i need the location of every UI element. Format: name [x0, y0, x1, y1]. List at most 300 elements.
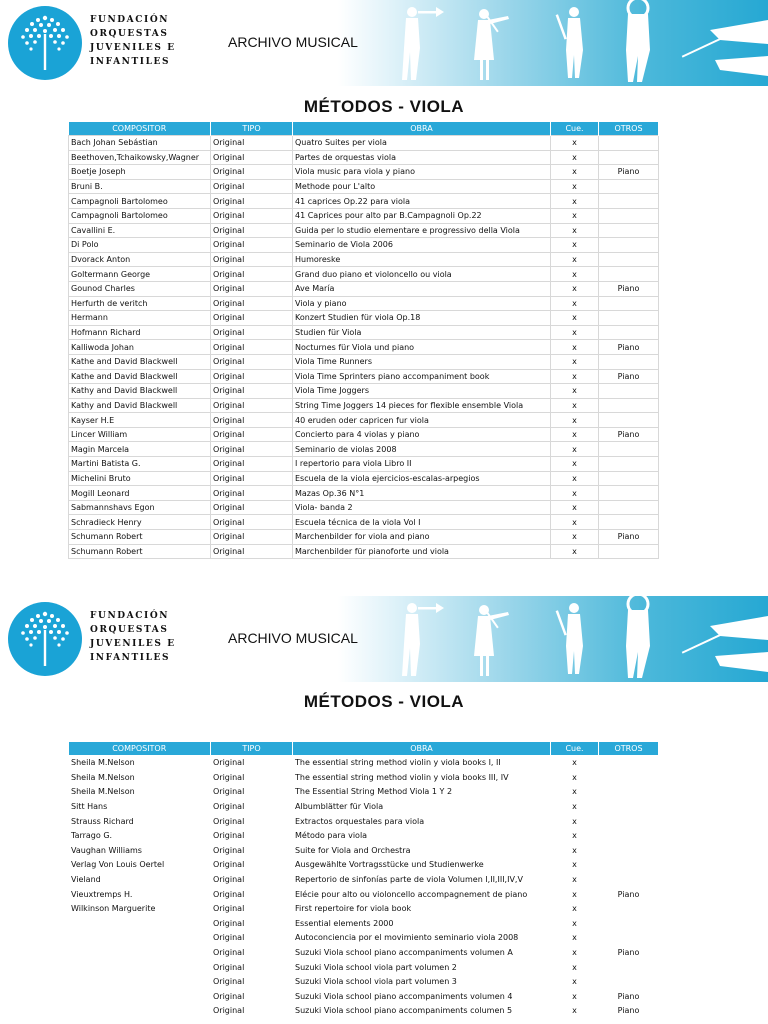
cell-otros	[599, 544, 659, 559]
table-row	[69, 281, 659, 296]
cell-otros	[599, 238, 659, 253]
cell-obra: I repertorio para viola Libro II	[293, 457, 551, 472]
org-line: JUVENILES E	[90, 43, 176, 53]
cell-obra: Partes de orquestas viola	[293, 150, 551, 165]
cell-otros	[599, 296, 659, 311]
organization-name	[90, 609, 176, 665]
table-row	[69, 872, 659, 887]
cell-otros: Piano	[599, 989, 659, 1004]
cell-otros	[599, 223, 659, 238]
cell-compositor: Campagnoli Bartolomeo	[69, 208, 211, 223]
cell-cue: x	[551, 989, 599, 1004]
cell-cue: x	[551, 974, 599, 989]
cell-compositor: Cavallini E.	[69, 223, 211, 238]
cell-otros	[599, 457, 659, 472]
cell-cue: x	[551, 770, 599, 785]
cell-obra: Extractos orquestales para viola	[293, 814, 551, 829]
cell-cue: x	[551, 486, 599, 501]
cell-compositor: Vaughan Williams	[69, 843, 211, 858]
cell-compositor: Mogill Leonard	[69, 486, 211, 501]
cell-compositor: Goltermann George	[69, 267, 211, 282]
cell-compositor: Kathe and David Blackwell	[69, 354, 211, 369]
cell-otros	[599, 500, 659, 515]
cell-obra: 40 eruden oder capricen fur viola	[293, 413, 551, 428]
cell-tipo: Original	[211, 325, 293, 340]
cell-tipo: Original	[211, 814, 293, 829]
table-row	[69, 296, 659, 311]
cell-otros: Piano	[599, 1004, 659, 1019]
table-row	[69, 828, 659, 843]
table-row	[69, 325, 659, 340]
column-header-compositor: COMPOSITOR	[69, 742, 211, 756]
table-row	[69, 544, 659, 559]
cell-obra: String Time Joggers 14 pieces for flexible ensemble Viola	[293, 398, 551, 413]
column-header-tipo: TIPO	[211, 742, 293, 756]
cell-compositor: Schradieck Henry	[69, 515, 211, 530]
cell-cue: x	[551, 872, 599, 887]
table-row	[69, 530, 659, 545]
cell-tipo: Original	[211, 515, 293, 530]
cell-cue: x	[551, 916, 599, 931]
table-row	[69, 457, 659, 472]
cell-compositor: Schumann Robert	[69, 544, 211, 559]
cell-tipo: Original	[211, 887, 293, 902]
table-row	[69, 223, 659, 238]
page-title: MÉTODOS - VIOLA	[303, 692, 465, 711]
table-row	[69, 165, 659, 180]
cell-obra: Nocturnes für Viola und piano	[293, 340, 551, 355]
org-line: FUNDACIÓN	[90, 15, 170, 25]
table-row	[69, 179, 659, 194]
cell-cue: x	[551, 179, 599, 194]
cell-tipo: Original	[211, 931, 293, 946]
cell-tipo: Original	[211, 281, 293, 296]
table-header-row	[69, 122, 659, 136]
cell-obra: Escuela de la viola ejercicios-escalas-arpegios	[293, 471, 551, 486]
cell-compositor: Magin Marcela	[69, 442, 211, 457]
cell-obra: Konzert Studien für viola Op.18	[293, 311, 551, 326]
cell-cue: x	[551, 354, 599, 369]
cell-tipo: Original	[211, 500, 293, 515]
cell-obra: Viola- banda 2	[293, 500, 551, 515]
cell-obra: Albumblätter für Viola	[293, 799, 551, 814]
org-line: INFANTILES	[90, 57, 171, 67]
cell-otros	[599, 858, 659, 873]
cell-otros	[599, 974, 659, 989]
cell-compositor: Gounod Charles	[69, 281, 211, 296]
cell-tipo: Original	[211, 799, 293, 814]
cell-compositor: Hermann	[69, 311, 211, 326]
table-row	[69, 384, 659, 399]
cell-obra: 41 caprices Op.22 para viola	[293, 194, 551, 209]
table-row	[69, 238, 659, 253]
foundation-logo-icon	[8, 6, 82, 80]
cell-compositor: Martini Batista G.	[69, 457, 211, 472]
cell-cue: x	[551, 530, 599, 545]
column-header-cue: Cue.	[551, 742, 599, 756]
cell-tipo: Original	[211, 165, 293, 180]
cell-otros	[599, 872, 659, 887]
cell-cue: x	[551, 1004, 599, 1019]
cell-obra: The essential string method violin y viola books I, II	[293, 756, 551, 771]
cell-obra: Ausgewählte Vortragsstücke und Studienwerke	[293, 858, 551, 873]
cell-compositor: Dvorack Anton	[69, 252, 211, 267]
cell-tipo: Original	[211, 354, 293, 369]
table-row	[69, 799, 659, 814]
cell-compositor: Bach Johan Sebástian	[69, 136, 211, 151]
org-line: ORQUESTAS	[90, 29, 169, 39]
cell-obra: Suzuki Viola school viola part volumen 2	[293, 960, 551, 975]
cell-otros	[599, 960, 659, 975]
cell-compositor: Tarrago G.	[69, 828, 211, 843]
cell-cue: x	[551, 500, 599, 515]
cell-otros	[599, 354, 659, 369]
table-row	[69, 901, 659, 916]
cell-otros: Piano	[599, 530, 659, 545]
cell-cue: x	[551, 471, 599, 486]
table-row	[69, 974, 659, 989]
cell-tipo: Original	[211, 442, 293, 457]
cell-cue: x	[551, 208, 599, 223]
cell-compositor: Campagnoli Bartolomeo	[69, 194, 211, 209]
cell-cue: x	[551, 340, 599, 355]
cell-tipo: Original	[211, 238, 293, 253]
cell-compositor: Beethoven,Tchaikowsky,Wagner	[69, 150, 211, 165]
cell-tipo: Original	[211, 916, 293, 931]
table-row	[69, 843, 659, 858]
cell-obra: Grand duo piano et violoncello ou viola	[293, 267, 551, 282]
cell-compositor	[69, 989, 211, 1004]
cell-cue: x	[551, 296, 599, 311]
cell-cue: x	[551, 785, 599, 800]
table-row	[69, 427, 659, 442]
cell-tipo: Original	[211, 223, 293, 238]
cell-obra: First repertoire for viola book	[293, 901, 551, 916]
cell-compositor: Sheila M.Nelson	[69, 770, 211, 785]
cell-otros	[599, 267, 659, 282]
table-row	[69, 1004, 659, 1019]
cell-compositor: Kalliwoda Johan	[69, 340, 211, 355]
table-row	[69, 267, 659, 282]
cell-obra: Autoconciencia por el movimiento seminario viola 2008	[293, 931, 551, 946]
cell-otros	[599, 770, 659, 785]
cell-tipo: Original	[211, 413, 293, 428]
cell-compositor	[69, 931, 211, 946]
cell-compositor: Sitt Hans	[69, 799, 211, 814]
cell-otros	[599, 194, 659, 209]
cell-cue: x	[551, 457, 599, 472]
cell-otros: Piano	[599, 369, 659, 384]
table-row	[69, 136, 659, 151]
cell-cue: x	[551, 252, 599, 267]
table-row	[69, 989, 659, 1004]
cell-otros	[599, 150, 659, 165]
table-row	[69, 785, 659, 800]
cell-cue: x	[551, 901, 599, 916]
cell-obra: Escuela técnica de la viola Vol I	[293, 515, 551, 530]
cell-cue: x	[551, 136, 599, 151]
cell-tipo: Original	[211, 544, 293, 559]
cell-otros	[599, 756, 659, 771]
cell-obra: Essential elements 2000	[293, 916, 551, 931]
table-row	[69, 770, 659, 785]
cell-tipo: Original	[211, 150, 293, 165]
cell-compositor	[69, 960, 211, 975]
cell-cue: x	[551, 931, 599, 946]
table-row	[69, 194, 659, 209]
table-row	[69, 150, 659, 165]
cell-obra: Marchenbilder für pianoforte und viola	[293, 544, 551, 559]
page-banner	[0, 596, 768, 682]
org-line: JUVENILES E	[90, 639, 176, 649]
cell-otros	[599, 931, 659, 946]
cell-cue: x	[551, 165, 599, 180]
cell-obra: 41 Caprices pour alto par B.Campagnoli Op.22	[293, 208, 551, 223]
musicians-silhouettes-icon	[380, 0, 768, 86]
cell-tipo: Original	[211, 901, 293, 916]
cell-tipo: Original	[211, 945, 293, 960]
cell-tipo: Original	[211, 756, 293, 771]
column-header-obra: OBRA	[293, 742, 551, 756]
cell-otros	[599, 398, 659, 413]
cell-tipo: Original	[211, 828, 293, 843]
cell-obra: Viola Time Joggers	[293, 384, 551, 399]
cell-compositor: Michelini Bruto	[69, 471, 211, 486]
table-row	[69, 814, 659, 829]
table-row	[69, 311, 659, 326]
cell-cue: x	[551, 223, 599, 238]
cell-tipo: Original	[211, 989, 293, 1004]
cell-tipo: Original	[211, 384, 293, 399]
cell-obra: Viola Time Sprinters piano accompaniment book	[293, 369, 551, 384]
cell-obra: Suzuki Viola school piano accompaniments volumen A	[293, 945, 551, 960]
cell-cue: x	[551, 858, 599, 873]
cell-otros	[599, 785, 659, 800]
cell-tipo: Original	[211, 1004, 293, 1019]
table-row	[69, 340, 659, 355]
cell-cue: x	[551, 945, 599, 960]
archive-title: ARCHIVO MUSICAL	[228, 34, 358, 50]
cell-obra: Repertorio de sinfonías parte de viola Volumen I,II,III,IV,V	[293, 872, 551, 887]
cell-cue: x	[551, 960, 599, 975]
cell-otros: Piano	[599, 945, 659, 960]
cell-compositor: Sheila M.Nelson	[69, 785, 211, 800]
table-row	[69, 960, 659, 975]
cell-tipo: Original	[211, 471, 293, 486]
org-line: INFANTILES	[90, 653, 171, 663]
cell-tipo: Original	[211, 858, 293, 873]
cell-obra: Guida per lo studio elementare e progressivo della Viola	[293, 223, 551, 238]
cell-cue: x	[551, 238, 599, 253]
cell-cue: x	[551, 267, 599, 282]
table-row	[69, 413, 659, 428]
cell-obra: Elécie pour alto ou violoncello accompagnement de piano	[293, 887, 551, 902]
cell-obra: Viola music para viola y piano	[293, 165, 551, 180]
cell-tipo: Original	[211, 530, 293, 545]
cell-obra: Seminario de violas 2008	[293, 442, 551, 457]
cell-obra: Marchenbilder for viola and piano	[293, 530, 551, 545]
table-row	[69, 887, 659, 902]
cell-otros	[599, 442, 659, 457]
cell-compositor: Sheila M.Nelson	[69, 756, 211, 771]
cell-compositor: Verlag Von Louis Oertel	[69, 858, 211, 873]
cell-compositor: Bruni B.	[69, 179, 211, 194]
cell-otros	[599, 471, 659, 486]
cell-otros: Piano	[599, 427, 659, 442]
cell-tipo: Original	[211, 194, 293, 209]
cell-otros	[599, 384, 659, 399]
cell-otros	[599, 311, 659, 326]
cell-compositor: Wilkinson Marguerite	[69, 901, 211, 916]
table-row	[69, 515, 659, 530]
table-row	[69, 354, 659, 369]
cell-obra: The essential string method violin y viola books III, IV	[293, 770, 551, 785]
cell-compositor: Vieland	[69, 872, 211, 887]
table-row	[69, 931, 659, 946]
cell-obra: Ave María	[293, 281, 551, 296]
column-header-compositor: COMPOSITOR	[69, 122, 211, 136]
cell-compositor: Herfurth de veritch	[69, 296, 211, 311]
cell-cue: x	[551, 427, 599, 442]
cell-obra: Concierto para 4 violas y piano	[293, 427, 551, 442]
cell-tipo: Original	[211, 296, 293, 311]
cell-cue: x	[551, 799, 599, 814]
cell-obra: Viola Time Runners	[293, 354, 551, 369]
table-row	[69, 442, 659, 457]
cell-tipo: Original	[211, 136, 293, 151]
cell-obra: Seminario de Viola 2006	[293, 238, 551, 253]
methods-table	[68, 122, 659, 559]
cell-tipo: Original	[211, 179, 293, 194]
column-header-otros: OTROS	[599, 742, 659, 756]
archive-title: ARCHIVO MUSICAL	[228, 630, 358, 646]
cell-obra: Quatro Suites per viola	[293, 136, 551, 151]
cell-tipo: Original	[211, 369, 293, 384]
page-banner	[0, 0, 768, 86]
table-header-row	[69, 742, 659, 756]
cell-cue: x	[551, 814, 599, 829]
table-body	[69, 136, 659, 559]
cell-tipo: Original	[211, 267, 293, 282]
cell-otros	[599, 814, 659, 829]
cell-otros: Piano	[599, 281, 659, 296]
cell-tipo: Original	[211, 843, 293, 858]
cell-tipo: Original	[211, 486, 293, 501]
cell-tipo: Original	[211, 208, 293, 223]
cell-obra: Método para viola	[293, 828, 551, 843]
table-row	[69, 398, 659, 413]
cell-otros	[599, 828, 659, 843]
cell-obra: The Essential String Method Viola 1 Y 2	[293, 785, 551, 800]
cell-otros	[599, 916, 659, 931]
cell-tipo: Original	[211, 311, 293, 326]
cell-cue: x	[551, 281, 599, 296]
cell-compositor: Kayser H.E	[69, 413, 211, 428]
cell-compositor: Hofmann Richard	[69, 325, 211, 340]
page-title: MÉTODOS - VIOLA	[303, 97, 465, 116]
table-row	[69, 471, 659, 486]
cell-cue: x	[551, 515, 599, 530]
cell-cue: x	[551, 544, 599, 559]
cell-tipo: Original	[211, 960, 293, 975]
org-line: FUNDACIÓN	[90, 611, 170, 621]
cell-tipo: Original	[211, 252, 293, 267]
cell-tipo: Original	[211, 427, 293, 442]
cell-compositor: Di Polo	[69, 238, 211, 253]
cell-otros	[599, 208, 659, 223]
table-row	[69, 486, 659, 501]
cell-cue: x	[551, 843, 599, 858]
methods-table	[68, 742, 659, 1019]
table-row	[69, 756, 659, 771]
cell-otros	[599, 413, 659, 428]
cell-obra: Suzuki Viola school viola part volumen 3	[293, 974, 551, 989]
cell-compositor: Boetje Joseph	[69, 165, 211, 180]
cell-tipo: Original	[211, 785, 293, 800]
cell-tipo: Original	[211, 398, 293, 413]
cell-obra: Studien für Viola	[293, 325, 551, 340]
table-row	[69, 500, 659, 515]
cell-otros	[599, 901, 659, 916]
cell-tipo: Original	[211, 974, 293, 989]
cell-cue: x	[551, 325, 599, 340]
cell-compositor	[69, 916, 211, 931]
musicians-silhouettes-icon	[380, 596, 768, 682]
cell-obra: Suzuki Viola school piano accompaniments columen 5	[293, 1004, 551, 1019]
cell-compositor	[69, 974, 211, 989]
cell-compositor: Sabmannshavs Egon	[69, 500, 211, 515]
cell-compositor: Schumann Robert	[69, 530, 211, 545]
cell-otros: Piano	[599, 340, 659, 355]
table-row	[69, 945, 659, 960]
cell-otros	[599, 136, 659, 151]
table-row	[69, 208, 659, 223]
cell-otros	[599, 325, 659, 340]
cell-cue: x	[551, 828, 599, 843]
cell-compositor: Vieuxtremps H.	[69, 887, 211, 902]
table-body	[69, 756, 659, 1019]
cell-obra: Methode pour L'alto	[293, 179, 551, 194]
cell-cue: x	[551, 369, 599, 384]
table-row	[69, 858, 659, 873]
cell-otros	[599, 515, 659, 530]
cell-tipo: Original	[211, 340, 293, 355]
foundation-logo-icon	[8, 602, 82, 676]
cell-compositor: Strauss Richard	[69, 814, 211, 829]
cell-tipo: Original	[211, 872, 293, 887]
cell-obra: Suzuki Viola school piano accompaniments volumen 4	[293, 989, 551, 1004]
column-header-otros: OTROS	[599, 122, 659, 136]
cell-otros	[599, 179, 659, 194]
cell-compositor	[69, 1004, 211, 1019]
organization-name	[90, 13, 176, 69]
table-row	[69, 916, 659, 931]
cell-cue: x	[551, 413, 599, 428]
cell-obra: Viola y piano	[293, 296, 551, 311]
column-header-cue: Cue.	[551, 122, 599, 136]
column-header-obra: OBRA	[293, 122, 551, 136]
cell-cue: x	[551, 887, 599, 902]
cell-obra: Humoreske	[293, 252, 551, 267]
cell-otros: Piano	[599, 165, 659, 180]
cell-cue: x	[551, 384, 599, 399]
table-row	[69, 252, 659, 267]
cell-otros	[599, 843, 659, 858]
column-header-tipo: TIPO	[211, 122, 293, 136]
cell-cue: x	[551, 756, 599, 771]
cell-otros	[599, 252, 659, 267]
cell-compositor: Kathy and David Blackwell	[69, 384, 211, 399]
